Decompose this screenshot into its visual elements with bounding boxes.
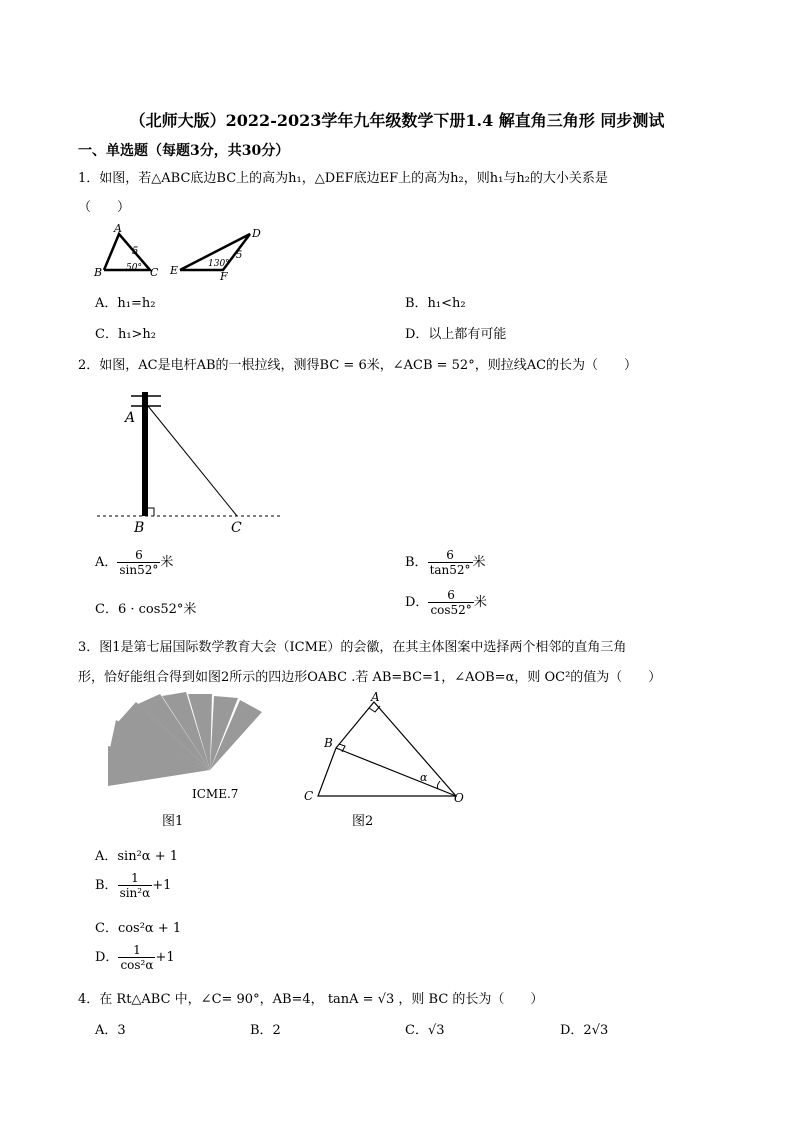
pole <box>142 392 148 516</box>
figure-1-caption: 图1 <box>162 814 184 829</box>
question-3-figure <box>296 690 476 805</box>
q2-option-c[interactable]: C．6 · cos52°米 <box>95 602 197 617</box>
label-A: A <box>114 222 122 235</box>
side-length-1: 5 <box>132 246 139 257</box>
q3-option-d[interactable]: D． $\frac{1}{\text{cos²α}}$ +1 <box>95 943 175 972</box>
label-E: E <box>170 264 179 277</box>
q2-option-d[interactable]: D． $\frac{6}{\cos 52^\circ}$ 米 <box>405 588 487 617</box>
question-1-paren: （ ） <box>78 200 131 215</box>
label-D: D <box>252 227 261 240</box>
q4-option-b[interactable]: B．2 <box>250 1023 281 1038</box>
label-A: A <box>371 690 380 704</box>
figure-2-caption: 图2 <box>352 814 374 829</box>
logo-caption: ICME.7 <box>192 787 239 801</box>
q3-option-a[interactable]: A．sin²α + 1 <box>95 849 179 864</box>
question-3-stem-line1: 3．图1是第七届国际数学教育大会（ICME）的会徽，在其主体图案中选择两个相邻的直角三角 <box>78 640 627 655</box>
q4-option-c[interactable]: C．√3 <box>405 1023 445 1038</box>
q1-option-a[interactable]: A．h₁=h₂ <box>95 296 156 311</box>
label-B: B <box>94 266 103 279</box>
label-F: F <box>220 270 228 280</box>
label-C: C <box>231 520 242 536</box>
q1-option-c[interactable]: C．h₁>h₂ <box>95 327 157 342</box>
q3-option-c[interactable]: C．cos²α + 1 <box>95 921 182 936</box>
label-C: C <box>304 789 314 803</box>
question-2-figure <box>95 388 285 538</box>
angle-alpha: α <box>420 771 428 784</box>
label-O: O <box>454 791 464 805</box>
side-length-2: 5 <box>236 250 243 261</box>
q2-option-b[interactable]: B． $\frac{6}{\tan 52^\circ}$ 米 <box>405 548 486 577</box>
question-1-stem: 1．如图，若△ABC底边BC上的高为h₁，△DEF底边EF上的高为h₂，则h₁与h₂的大小关系是 <box>78 171 608 186</box>
q4-option-a[interactable]: A．3 <box>95 1023 126 1038</box>
question-2-stem: 2．如图，AC是电杆AB的一根拉线，测得BC = 6米，∠ACB = 52°，则拉线AC的长为（ ） <box>78 358 638 373</box>
label-B: B <box>134 520 145 536</box>
section-heading: 一、单选题（每题3分，共30分） <box>78 143 290 159</box>
q1-option-d[interactable]: D．以上都有可能 <box>405 327 507 342</box>
page-title: （北师大版）2022-2023学年九年级数学下册1.4 解直角三角形 同步测试 <box>129 111 665 130</box>
q4-option-d[interactable]: D．2√3 <box>560 1023 609 1038</box>
q3-option-b[interactable]: B． $\frac{1}{\text{sin²α}}$ +1 <box>95 871 172 900</box>
label-A: A <box>125 410 136 426</box>
angle-label-2: 130° <box>208 259 230 269</box>
q1-option-b[interactable]: B．h₁<h₂ <box>405 296 466 311</box>
q2-option-a[interactable]: A． $\frac{6}{\sin 52^\circ}$ 米 <box>95 548 174 577</box>
label-B: B <box>324 736 333 750</box>
label-C: C <box>150 266 159 279</box>
question-4-stem: 4．在 Rt△ABC 中，∠C= 90°，AB=4， tanA = √3 ，则 BC 的长为（ ） <box>78 992 544 1007</box>
question-3-stem-line2: 形，恰好能组合得到如图2所示的四边形OABC .若 AB=BC=1，∠AOB=α，则 OC²的值为（ ） <box>78 670 662 685</box>
question-1-figure <box>90 222 280 280</box>
icme-logo-figure <box>100 690 280 805</box>
angle-label-1: 50° <box>126 263 142 273</box>
